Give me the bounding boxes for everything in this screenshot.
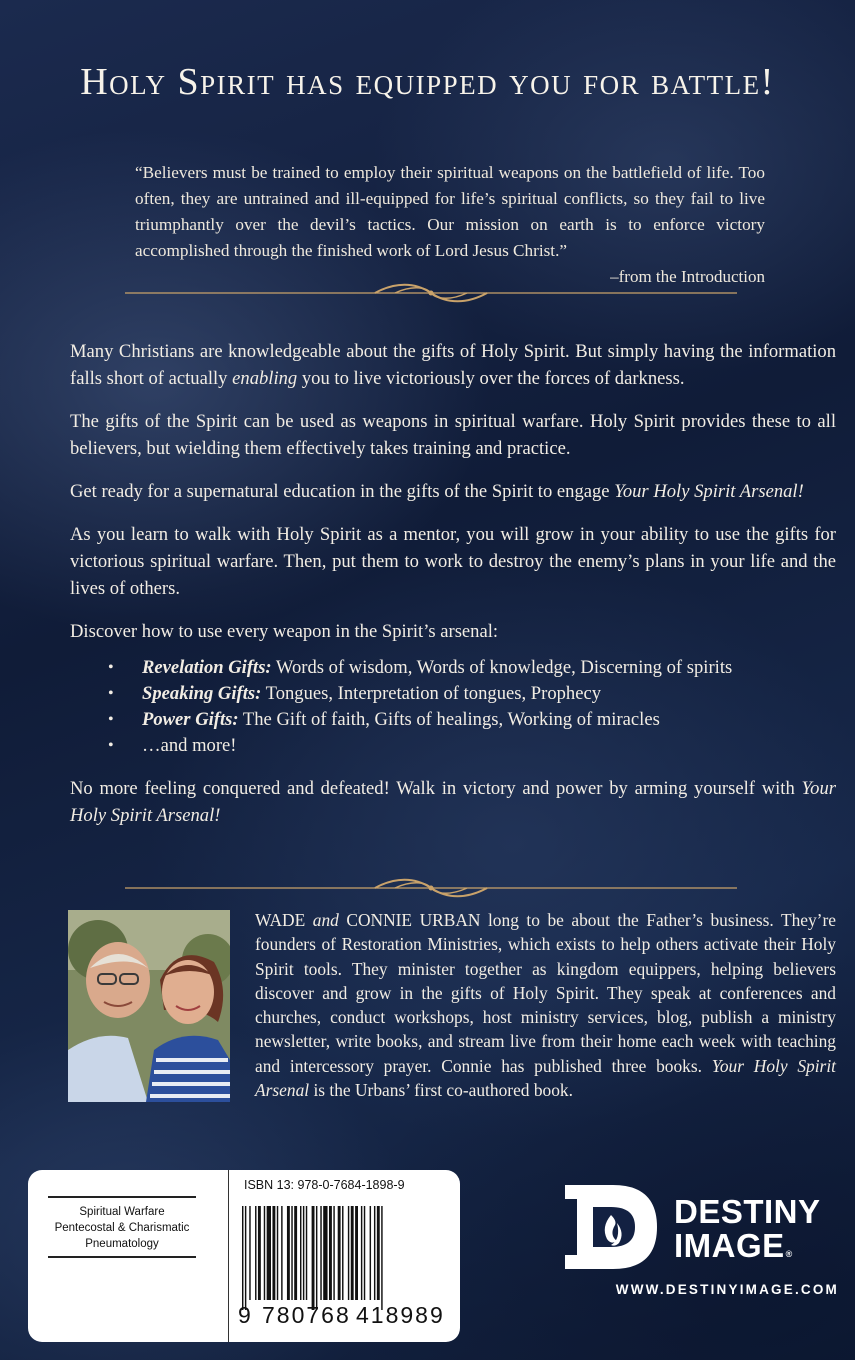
quote-text: “Believers must be trained to employ their spiritual weapons on the battlefield of life. Too often, they are untrained and ill-equipped for life’s spiritual conflicts, so they fail to live triumphantly over the devil’s tactics. Our mission on earth is to enforce victory accomplished through the finished work of Lord Jesus Christ.” [135, 163, 765, 260]
category-item: Spiritual Warfare [79, 1206, 165, 1218]
barcode-bar [300, 1206, 301, 1300]
barcode-bar [361, 1206, 362, 1300]
barcode-bar [277, 1206, 278, 1300]
barcode-bar [355, 1206, 358, 1300]
barcode-digit-group: 9 [238, 1302, 253, 1328]
paragraph-1: Many Christians are knowledgeable about the gifts of Holy Spirit. But simply having the information falls short of actually enabling you to live victoriously over the forces of darkness. [70, 341, 836, 389]
author-bio: WADE and CONNIE URBAN long to be about the Father’s business. They’re founders of Restoration Ministries, which exists to help others activate their Holy Spirit tools. They minister together as kingdom equippers, helping believers discover and grow in the gifts of Holy Spirit. They speak at conferences and churches, conduct workshops, host ministry services, blog, publish a ministry newsletter, write books, and stream live from their home each week with teaching and intercessory prayer. Connie has published three books. Your Holy Spirit Arsenal is the Urbans’ first co-authored book. [255, 910, 836, 1101]
barcode-bar [294, 1206, 297, 1300]
barcode-bar [338, 1206, 341, 1300]
barcode-bar [255, 1206, 256, 1300]
list-item: • …and more! [108, 735, 237, 756]
barcode-bar [351, 1206, 354, 1300]
barcode-digits [238, 1302, 453, 1329]
barcode-bar [370, 1206, 371, 1300]
list-item: • Revelation Gifts: Words of wisdom, Words of knowledge, Discerning of spirits [108, 657, 733, 678]
description-body [70, 338, 836, 845]
barcode-bar [281, 1206, 282, 1300]
paragraph-2: The gifts of the Spirit can be used as weapons in spiritual warfare. Holy Spirit provides these to all believers, but wielding them effectively takes training and practice. [70, 411, 836, 459]
author-photo [68, 910, 230, 1102]
barcode-bar [374, 1206, 375, 1300]
barcode-bar [364, 1206, 365, 1300]
barcode-bar [303, 1206, 304, 1300]
destiny-image-logo-icon [565, 1185, 657, 1269]
quote-attribution: –from the Introduction [610, 267, 765, 286]
paragraph-6: No more feeling conquered and defeated! Walk in victory and power by arming yourself with Your Holy Spirit Arsenal! [70, 778, 836, 826]
barcode-bar [291, 1206, 292, 1300]
category-item: Pentecostal & Charismatic [54, 1222, 190, 1234]
barcode-bar [323, 1206, 327, 1300]
barcode-bar [258, 1206, 261, 1300]
gifts-list [108, 655, 836, 759]
barcode-digit-group: 418989 [356, 1302, 445, 1328]
list-item: • Speaking Gifts: Tongues, Interpretation of tongues, Prophecy [108, 683, 602, 704]
barcode-bar [342, 1206, 343, 1300]
barcode-bar [242, 1206, 243, 1310]
barcode-bar [287, 1206, 290, 1300]
category-list [48, 1196, 196, 1258]
barcode-bar [381, 1206, 382, 1310]
paragraph-5: Discover how to use every weapon in the Spirit’s arsenal: [70, 621, 499, 642]
ornament-divider [125, 282, 737, 304]
barcode-bar [245, 1206, 246, 1310]
publisher-url[interactable]: WWW.DESTINYIMAGE.COM [615, 1282, 839, 1297]
barcode-bar [377, 1206, 380, 1300]
barcode-panel [28, 1170, 460, 1342]
barcode-bar [316, 1206, 317, 1310]
barcode-bar [333, 1206, 334, 1300]
list-item: • Power Gifts: The Gift of faith, Gifts of healings, Working of miracles [108, 709, 660, 730]
ornament-divider [125, 877, 737, 899]
barcode-bar [348, 1206, 349, 1300]
headline: Holy Spirit has equipped you for battle! [80, 61, 775, 103]
barcode-bars [238, 1206, 448, 1310]
barcode-bar [267, 1206, 271, 1300]
barcode-bar [329, 1206, 332, 1300]
paragraph-3: Get ready for a supernatural education in the gifts of the Spirit to engage Your Holy Spirit Arsenal! [70, 481, 804, 502]
barcode-bar [249, 1206, 250, 1300]
barcode-bar [320, 1206, 321, 1300]
barcode-bar [312, 1206, 315, 1310]
category-item: Pneumatology [85, 1238, 159, 1250]
panel-divider [228, 1170, 229, 1342]
introduction-quote [135, 160, 765, 290]
barcode-digit-group: 780768 [262, 1302, 351, 1328]
paragraph-4: As you learn to walk with Holy Spirit as a mentor, you will grow in your ability to use the gifts for victorious spiritual warfare. Then, put them to work to destroy the enemy’s plans in your life and the lives of others. [70, 524, 836, 599]
barcode-bar [306, 1206, 307, 1300]
isbn-label: ISBN 13: 978-0-7684-1898-9 [244, 1178, 405, 1192]
barcode-bar [272, 1206, 275, 1300]
publisher-name: DESTINY IMAGE® [674, 1193, 821, 1264]
barcode-bar [264, 1206, 265, 1300]
